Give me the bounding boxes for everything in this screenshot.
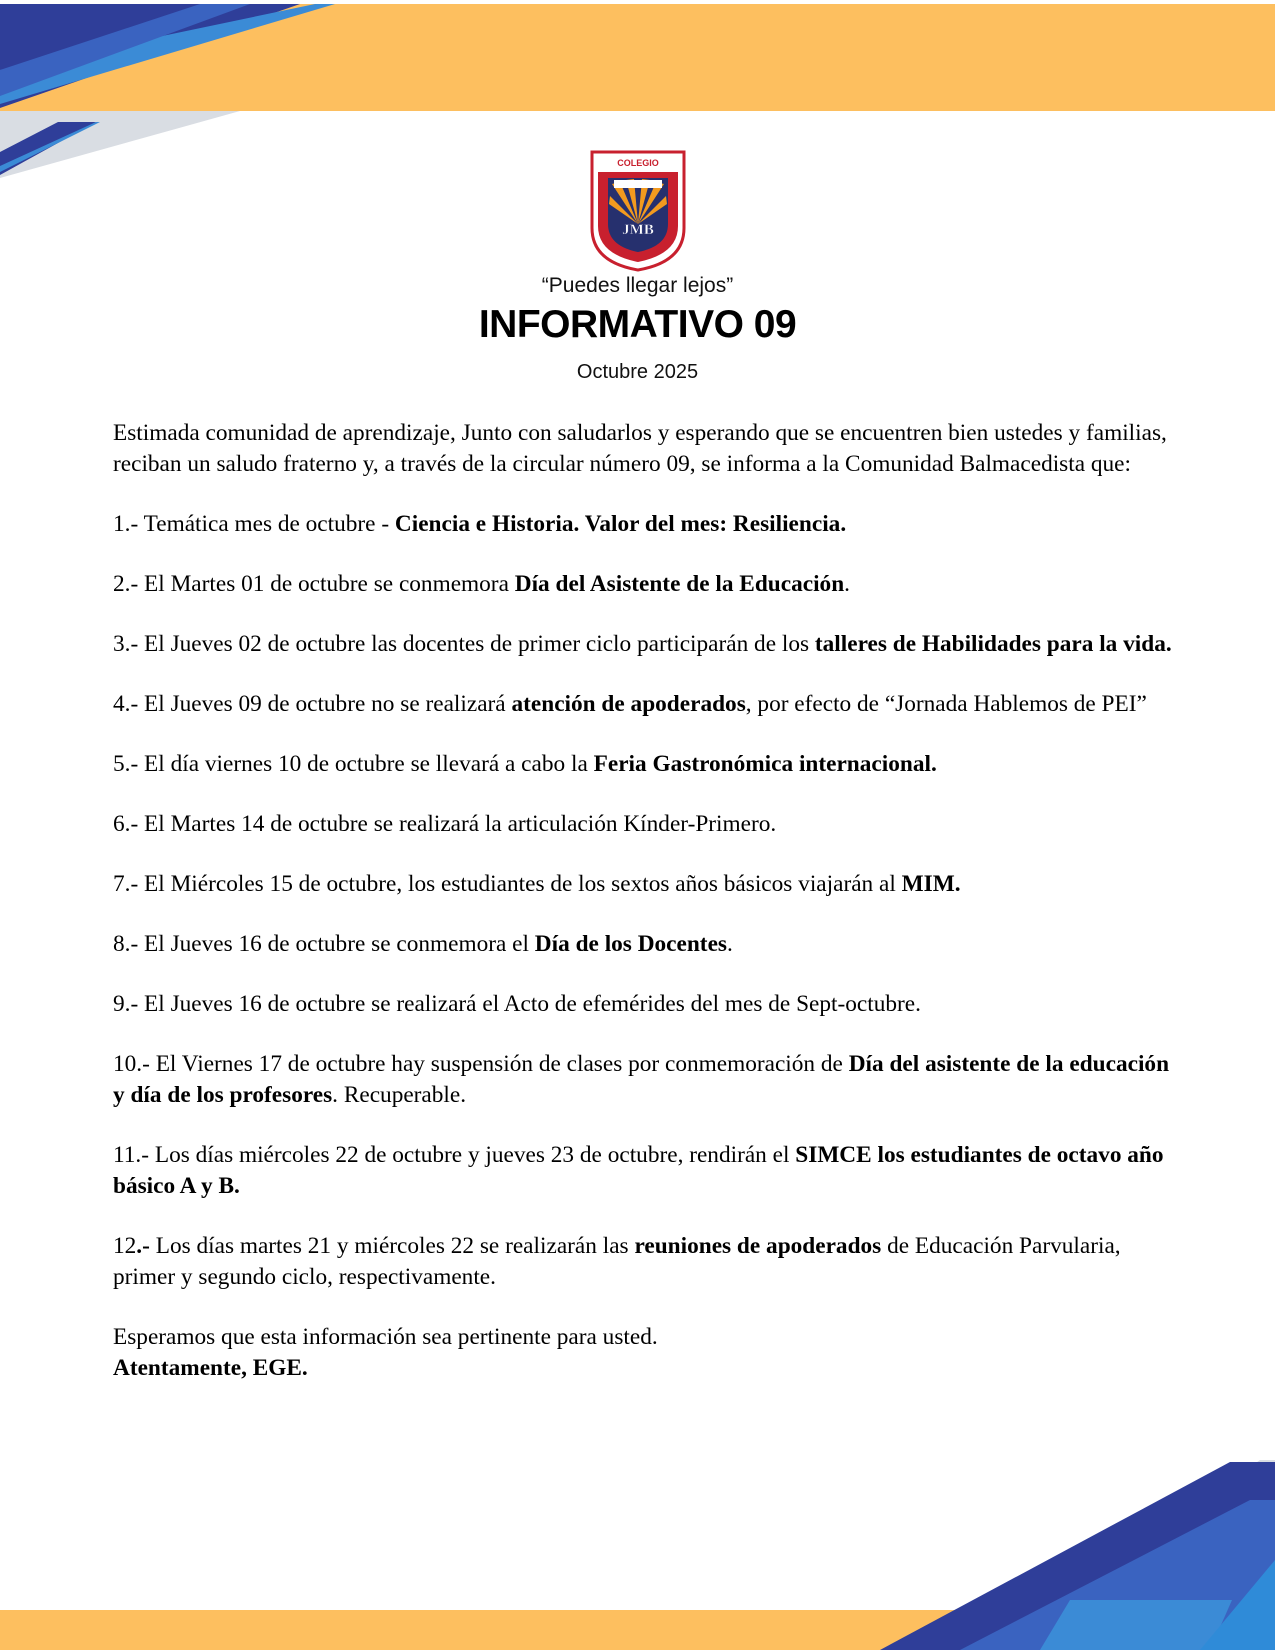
intro-paragraph: Estimada comunidad de aprendizaje, Junto con saludarlos y esperando que se encuentren bien ustedes y familias, reciban un saludo fraterno y, a través de la circular número 09, se informa a la Comunidad Balmacedista que:	[113, 420, 1167, 477]
list-item: 11.- Los días miércoles 22 de octubre y jueves 23 de octubre, rendirán el SIMCE los estudiantes de octavo año básico A y B.	[113, 1142, 1164, 1199]
document-date: Octubre 2025	[576, 361, 699, 383]
list-item: 12.- Los días martes 21 y miércoles 22 se realizarán las reuniones de apoderados de Educación Parvularia, primer y segundo ciclo, respectivamente.	[113, 1233, 1121, 1290]
closing-block	[113, 1322, 1173, 1384]
list-item: 10.- El Viernes 17 de octubre hay suspensión de clases por conmemoración de Día del asistente de la educación y día de los profesores. Recuperable.	[113, 1051, 1170, 1108]
list-item: 6.- El Martes 14 de octubre se realizará la articulación Kínder-Primero.	[113, 811, 777, 837]
list-item: 4.- El Jueves 09 de octubre no se realizará atención de apoderados, por efecto de “Jornada Hablemos de PEI”	[113, 691, 1147, 717]
list-item: 3.- El Jueves 02 de octubre las docentes de primer ciclo participarán de los talleres de Habilidades para la vida.	[113, 631, 1172, 657]
list-item: 1.- Temática mes de octubre - Ciencia e Historia. Valor del mes: Resiliencia.	[113, 511, 847, 537]
signature: Atentamente, EGE.	[113, 1355, 308, 1381]
school-motto: “Puedes llegar lejos”	[541, 274, 734, 297]
list-item: 2.- El Martes 01 de octubre se conmemora Día del Asistente de la Educación.	[113, 571, 850, 597]
crest-top-text: COLEGIO	[617, 158, 659, 168]
school-crest-logo	[590, 150, 686, 272]
closing-line: Esperamos que esta información sea pertinente para usted.	[113, 1324, 658, 1350]
list-item: 7.- El Miércoles 15 de octubre, los estudiantes de los sextos años básicos viajarán al MIM.	[113, 871, 961, 897]
list-item: 5.- El día viernes 10 de octubre se llevará a cabo la Feria Gastronómica internacional.	[113, 751, 937, 777]
crest-initials: JMB	[622, 222, 654, 238]
document-body	[113, 418, 1173, 1384]
list-item: 8.- El Jueves 16 de octubre se conmemora el Día de los Docentes.	[113, 931, 733, 957]
page-title: INFORMATIVO 09	[478, 303, 797, 346]
list-item: 9.- El Jueves 16 de octubre se realizará el Acto de efemérides del mes de Sept-octubre.	[113, 991, 921, 1017]
crest-castle-wall	[614, 180, 662, 188]
